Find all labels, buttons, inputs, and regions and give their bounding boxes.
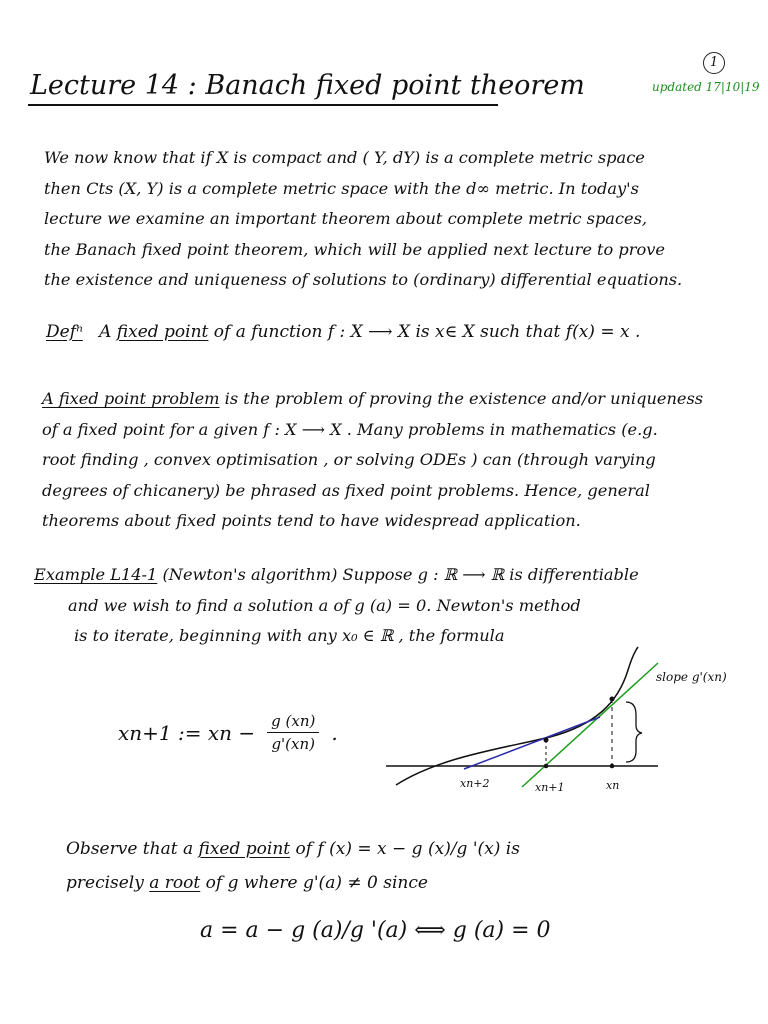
newton-formula <box>118 712 338 753</box>
fpp-line: degrees of chicanery) be phrased as fixed point problems. Hence, general <box>42 480 650 500</box>
page-number: 1 <box>703 52 725 74</box>
definition-term: fixed point <box>116 322 209 342</box>
label-xn1: xn+1 <box>535 781 565 794</box>
example-block <box>34 560 734 652</box>
label-xn: xn <box>606 779 620 792</box>
example-label: Example L14-1 <box>34 565 158 584</box>
observation-line-pre: precisely <box>66 873 150 893</box>
formula-numerator: g (xn) <box>267 712 319 733</box>
slope-label: slope g'(xn) <box>656 670 727 684</box>
intro-line: the Banach fixed point theorem, which will be applied next lecture to prove <box>44 239 666 259</box>
observation <box>66 832 520 900</box>
page-title: Lecture 14 : Banach fixed point theorem <box>30 70 585 101</box>
definition <box>46 322 640 342</box>
observation-term-root: a root <box>149 873 201 893</box>
point-xn-axis <box>610 764 615 769</box>
example-line-text: (Newton's algorithm) Suppose g : ℝ ⟶ ℝ is differentiable <box>157 565 639 584</box>
fpp-line <box>42 384 742 415</box>
fpp-line-text: is the problem of proving the existence and/or uniqueness <box>219 389 704 408</box>
fpp-term: A fixed point problem <box>42 389 220 408</box>
green-tangent-line <box>522 663 658 787</box>
observation-line <box>66 866 520 900</box>
intro-line: the existence and uniqueness of solutions to (ordinary) differential equations. <box>44 270 683 289</box>
formula-denominator: g'(xn) <box>271 735 316 753</box>
intro-line: then Cts (X, Y) is a complete metric space with the d∞ metric. In today's <box>44 178 639 198</box>
fpp-line: root finding , convex optimisation , or solving ODEs ) can (through varying <box>42 450 656 469</box>
newton-method-sketch <box>380 645 760 805</box>
observation-line-post: of f (x) = x − g (x)/g '(x) is <box>290 839 520 859</box>
graph-curve <box>396 647 638 785</box>
updated-date: updated 17|10|19 <box>652 80 760 94</box>
formula-lhs: xn+1 := xn − <box>118 720 256 745</box>
intro-paragraph <box>44 143 744 296</box>
observation-line-post: of g where g'(a) ≠ 0 since <box>200 873 428 893</box>
blue-tangent-line <box>464 717 600 769</box>
final-equation: a = a − g (a)/g '(a) ⟺ g (a) = 0 <box>200 918 551 943</box>
point-xn1 <box>544 738 549 743</box>
label-xn2: xn+2 <box>460 777 490 790</box>
title-underline <box>28 104 498 106</box>
formula-fraction <box>267 712 319 753</box>
example-line <box>34 560 734 591</box>
formula-period: . <box>331 720 338 745</box>
definition-body: of a function f : X ⟶ X is x∈ X such that f(x) = x . <box>213 322 641 342</box>
intro-line: We now know that if X is compact and ( Y, dY) is a complete metric space <box>44 148 645 167</box>
example-line: and we wish to find a solution a of g (a) = 0. Newton's method <box>68 595 581 615</box>
observation-line <box>66 832 520 866</box>
observation-term-fixed-point: fixed point <box>198 839 291 859</box>
intro-line: lecture we examine an important theorem about complete metric spaces, <box>44 209 648 228</box>
graph-brace <box>626 702 642 762</box>
point-xn <box>610 697 615 702</box>
point-xn1-axis <box>544 764 549 769</box>
fpp-line: of a fixed point for a given f : X ⟶ X . Many problems in mathematics (e.g. <box>42 419 658 439</box>
fpp-line: theorems about fixed points tend to have widespread application. <box>42 511 581 530</box>
definition-label: Defⁿ <box>46 322 83 342</box>
observation-line-pre: Observe that a <box>66 839 199 859</box>
definition-pre: A <box>99 322 112 342</box>
example-line: is to iterate, beginning with any x₀ ∈ ℝ , the formula <box>74 626 505 645</box>
fixed-point-problem-paragraph <box>42 384 742 537</box>
